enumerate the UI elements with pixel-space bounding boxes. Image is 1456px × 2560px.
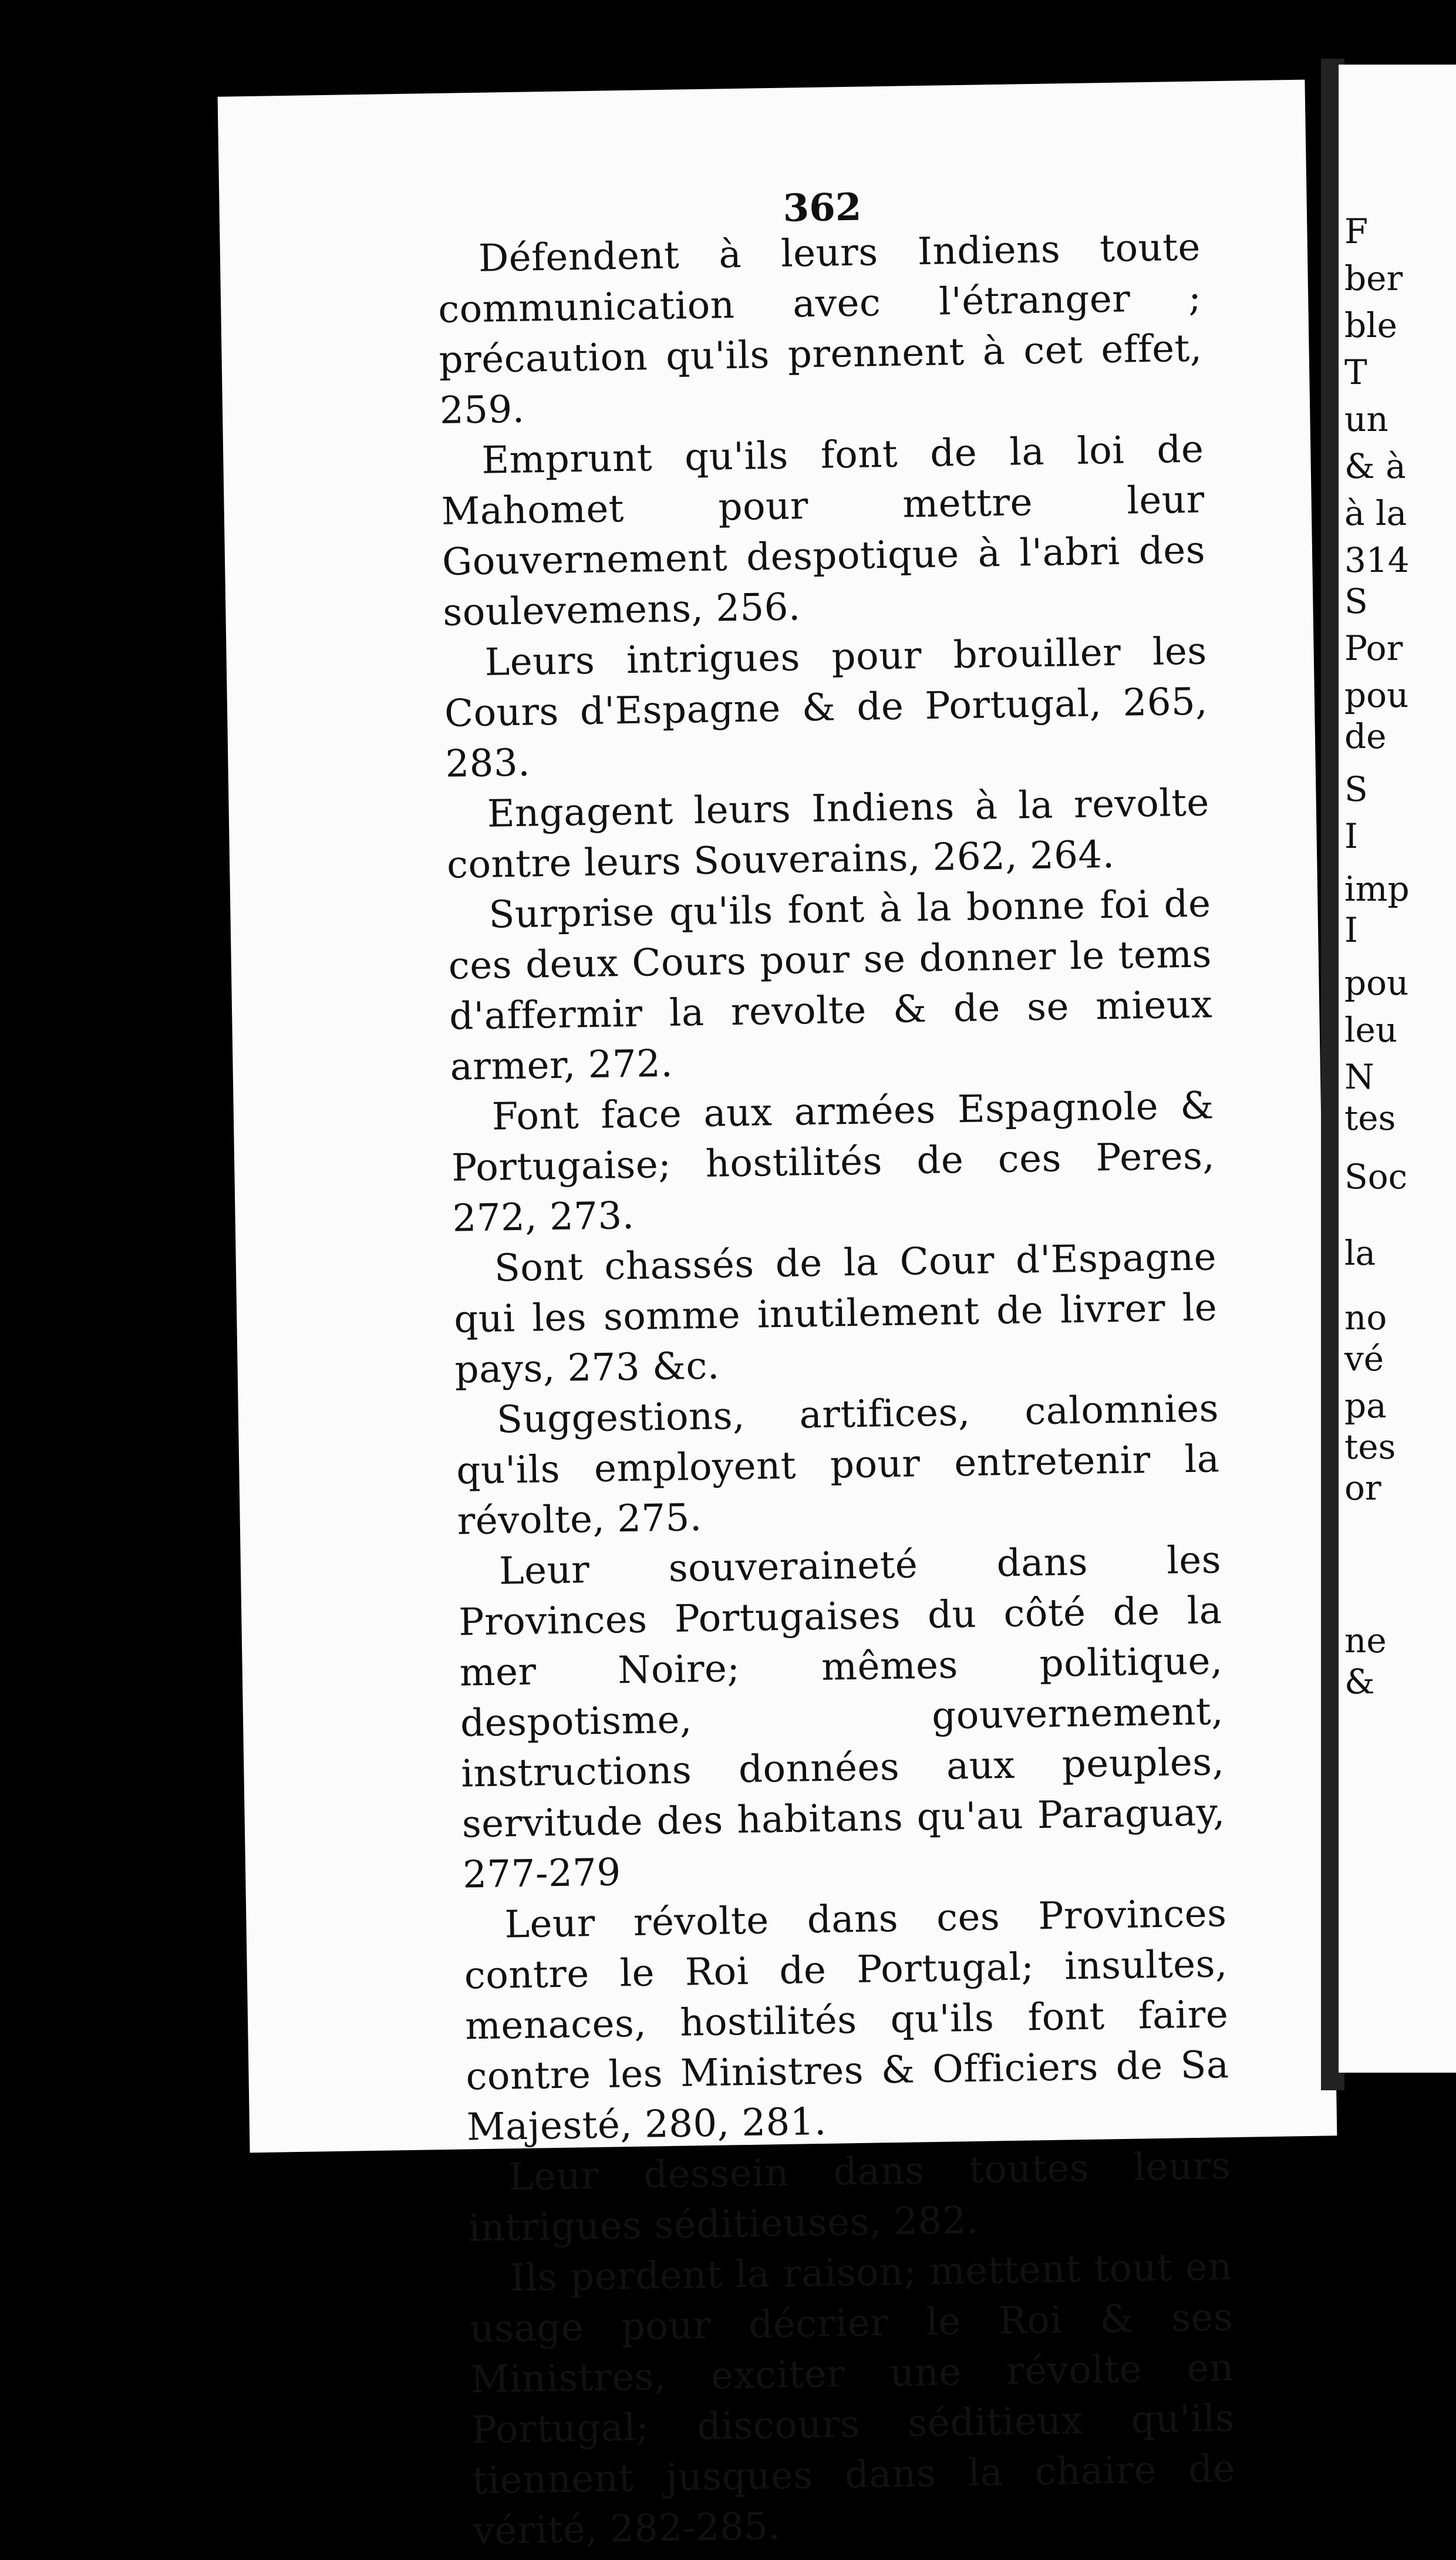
index-entry: Emprunt qu'ils font de la loi de Mahomet pour mettre leur Gouvernement despotique à l'abri des soulevemens, 256. (441, 427, 1206, 635)
index-entry: Suggestions, artifices, calomnies qu'ils employent pour entretenir la révolte, 275. (456, 1387, 1220, 1544)
index-entry: Sont chassés de la Cour d'Espagne qui les somme inutilement de livrer le pays, 273 &c. (453, 1235, 1218, 1392)
right-page-fragment: & à (1344, 446, 1406, 486)
right-page-fragment: tes (1344, 1098, 1396, 1138)
index-entry: Engagent leurs Indiens à la revolte contre leurs Souverains, 262, 264. (446, 781, 1210, 887)
right-page-fragment: no (1344, 1298, 1387, 1338)
index-entry: Ils perdent la raison; mettent tout en usage pour décrier le Roi & ses Ministres, exciter une révolte en Portugal; discours séditieux qu'ils tiennent jusques dans la chaire de vérité, 282-285. (469, 2245, 1236, 2554)
right-page-fragment: Soc (1344, 1157, 1408, 1197)
right-page-fragment: un (1344, 399, 1388, 439)
right-page-fragment: ble (1344, 305, 1398, 345)
right-page-fragment: S (1344, 581, 1368, 621)
right-page-fragment: or (1344, 1468, 1381, 1508)
index-entry: Surprise qu'ils font à la bonne foi de ces deux Cours pour se donner le tems d'affermir la revolte & de se mieux armer, 272. (448, 882, 1213, 1089)
index-entry: Défendent à leurs Indiens toute communication avec l'étranger ; précaution qu'ils prennent à cet effet, 259. (437, 225, 1203, 433)
index-entry: Leurs intrigues pour brouiller les Cours d'Espagne & de Portugal, 265, 283. (444, 629, 1208, 786)
right-page-fragment: Por (1344, 628, 1403, 668)
left-page (218, 80, 1337, 2554)
right-page-fragment: pou (1344, 675, 1409, 715)
right-page-fragment: N (1344, 1057, 1374, 1097)
index-entries (437, 223, 1236, 2557)
right-page-fragment: la (1344, 1233, 1376, 1273)
right-page-fragment: T (1344, 352, 1367, 392)
right-page-fragment: de (1344, 716, 1387, 756)
right-page-fragment: pa (1344, 1386, 1387, 1426)
right-page-fragment: I (1344, 910, 1358, 950)
right-page-fragment: vé (1344, 1339, 1384, 1379)
right-page-fragment: imp (1344, 869, 1410, 909)
right-page-fragment: 314 (1344, 540, 1410, 580)
right-page-fragment: F (1344, 211, 1369, 251)
right-page-fragment: à la (1344, 493, 1407, 533)
right-page-fragment: ne (1344, 1621, 1387, 1660)
right-page-fragment: S (1344, 769, 1368, 809)
right-page-partial (1339, 65, 1456, 2073)
right-page-fragment: pou (1344, 963, 1409, 1003)
index-entry: Leur dessein dans toutes leurs intrigues séditieuses, 282. (468, 2144, 1231, 2251)
index-entry: Leur souveraineté dans les Provinces Portugaises du côté de la mer Noire; mêmes politique, despotisme, gouvernement, instructions données aux peuples, servitude des habitans qu'au Paraguay, 277-279 (458, 1538, 1226, 1897)
right-page-fragment: I (1344, 816, 1358, 856)
index-entry: Font face aux armées Espagnole & Portugaise; hostilités de ces Peres, 272, 273. (451, 1084, 1215, 1241)
page-number: 362 (783, 185, 862, 231)
right-page-fragment: tes (1344, 1427, 1396, 1467)
right-page-fragment: ber (1344, 258, 1403, 298)
right-page-fragment: & (1344, 1662, 1375, 1702)
right-page-fragment: leu (1344, 1010, 1398, 1050)
index-entry: Leur révolte dans ces Provinces contre le Roi de Portugal; insultes, menaces, hostilités qu'ils font faire contre les Ministres & Officiers de Sa Majesté, 280, 281. (464, 1892, 1230, 2150)
